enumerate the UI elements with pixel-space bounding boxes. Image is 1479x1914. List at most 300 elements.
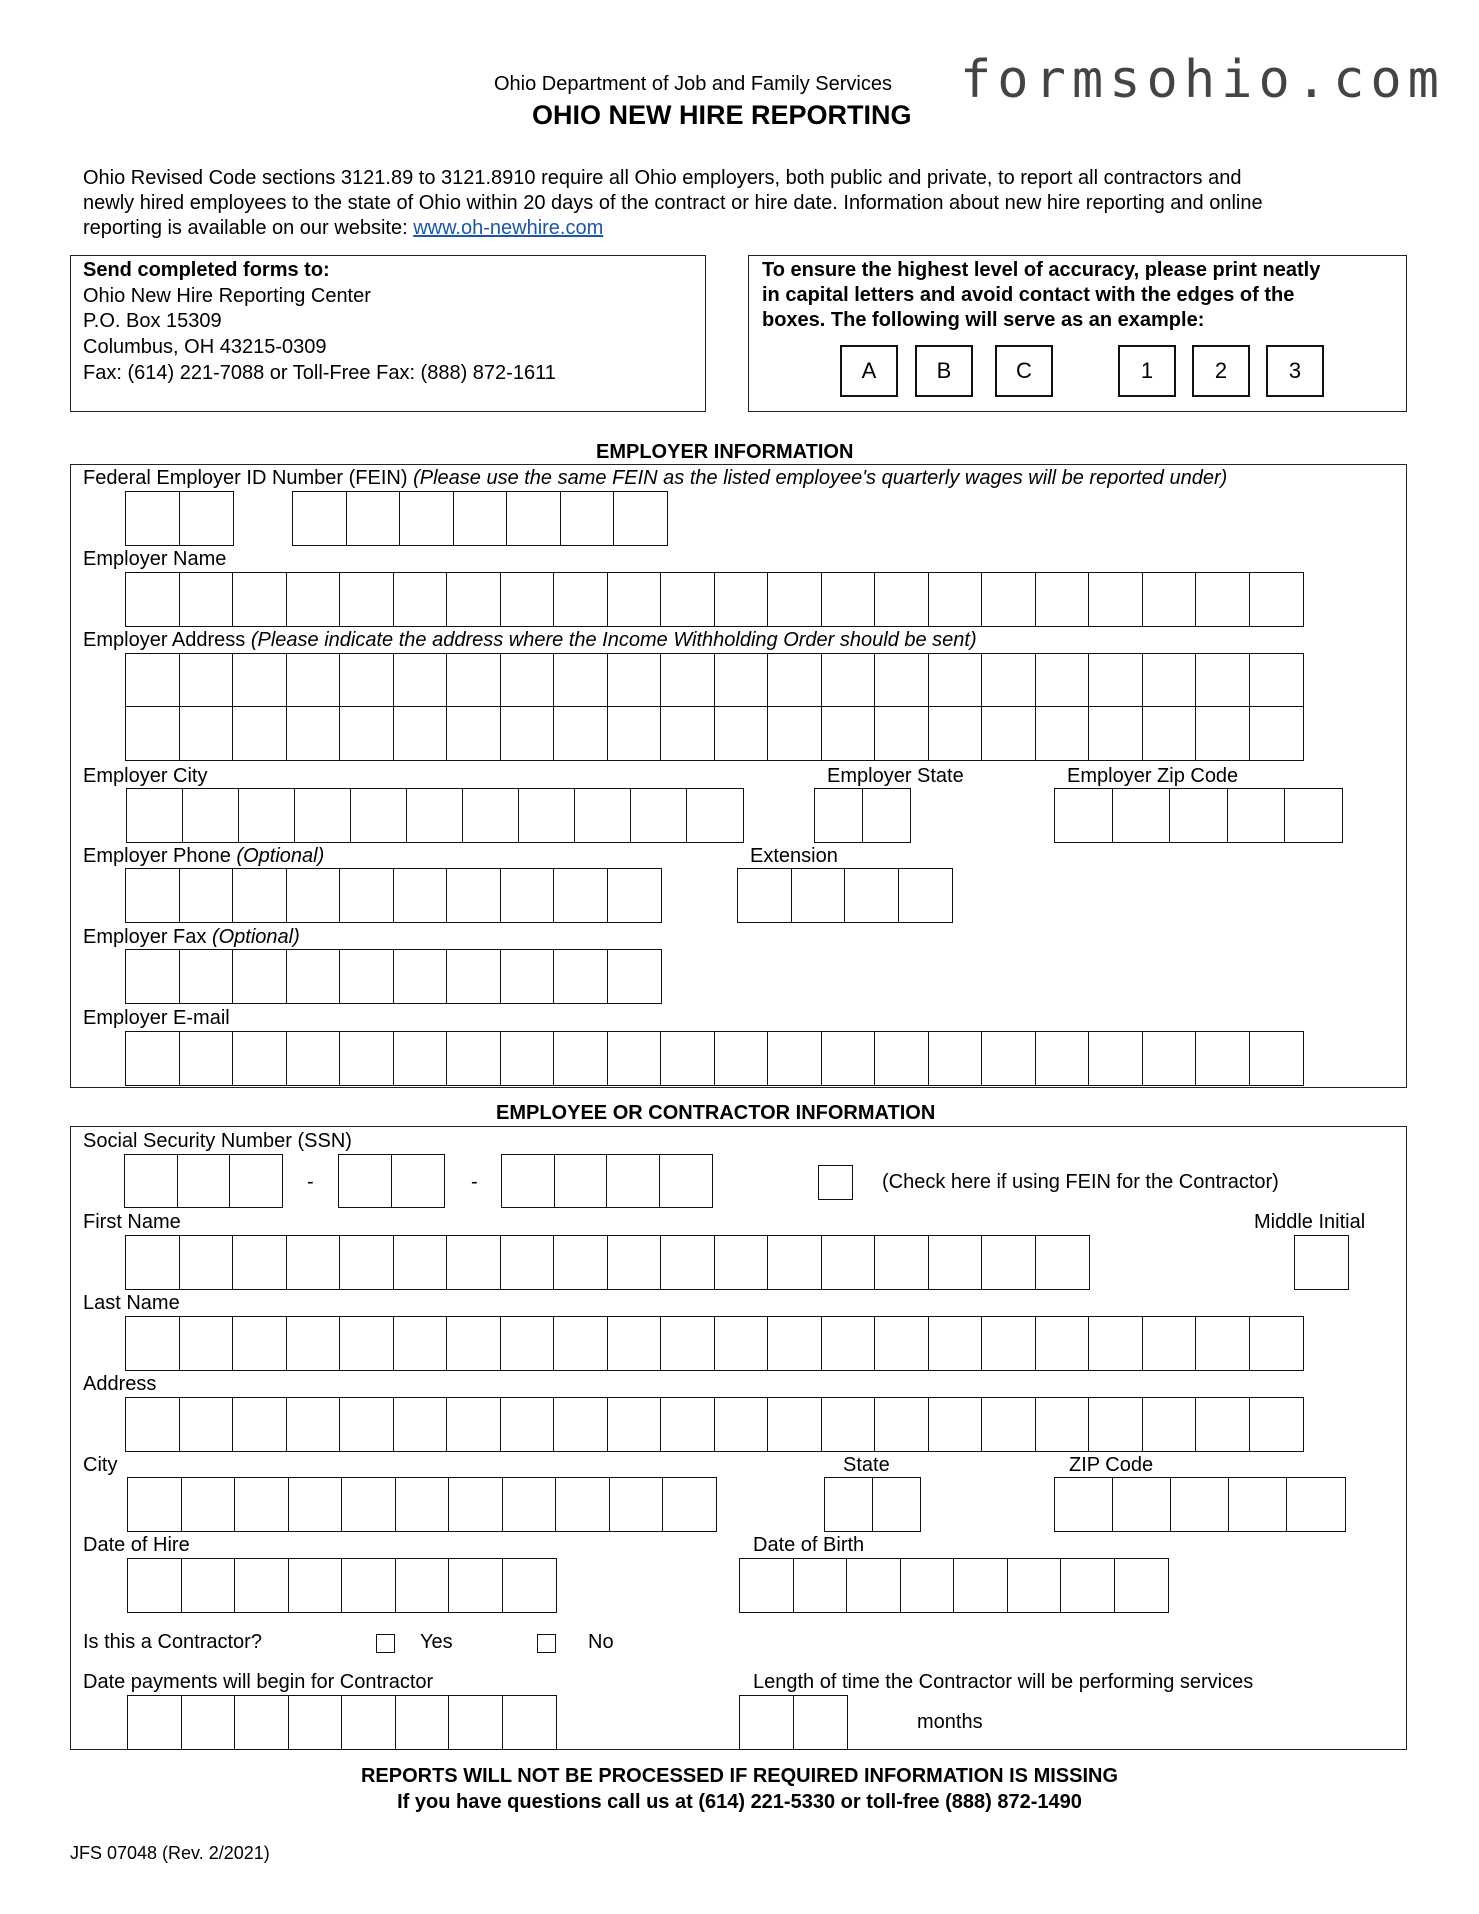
fein-number-boxes[interactable] bbox=[292, 491, 667, 546]
character-box[interactable] bbox=[739, 1558, 794, 1613]
character-box[interactable] bbox=[393, 1235, 448, 1290]
character-box[interactable] bbox=[607, 1031, 662, 1086]
character-box[interactable] bbox=[232, 706, 287, 761]
character-box[interactable] bbox=[232, 868, 287, 923]
birth-date-boxes[interactable] bbox=[739, 1558, 1167, 1613]
character-box[interactable] bbox=[1170, 1477, 1230, 1532]
character-box[interactable] bbox=[1088, 653, 1143, 708]
character-box[interactable] bbox=[662, 1477, 717, 1532]
character-box[interactable] bbox=[1142, 1031, 1197, 1086]
character-box[interactable] bbox=[448, 1695, 503, 1750]
character-box[interactable] bbox=[553, 949, 608, 1004]
character-box[interactable] bbox=[981, 1031, 1036, 1086]
character-box[interactable] bbox=[660, 1031, 715, 1086]
character-box[interactable] bbox=[874, 572, 929, 627]
character-box[interactable] bbox=[1294, 1235, 1349, 1290]
birth-date-label: Date of Birth bbox=[753, 1534, 865, 1556]
character-box[interactable] bbox=[232, 653, 287, 708]
character-box[interactable] bbox=[350, 788, 408, 843]
character-box[interactable] bbox=[1249, 572, 1304, 627]
character-box[interactable] bbox=[126, 788, 184, 843]
character-box[interactable] bbox=[981, 1316, 1036, 1371]
character-box[interactable] bbox=[560, 491, 615, 546]
contractor-yes-label: Yes bbox=[420, 1631, 453, 1653]
character-box[interactable] bbox=[500, 868, 555, 923]
character-box[interactable] bbox=[844, 868, 899, 923]
character-box[interactable] bbox=[714, 572, 769, 627]
character-box[interactable] bbox=[1195, 572, 1250, 627]
character-box[interactable] bbox=[179, 1235, 234, 1290]
character-box[interactable] bbox=[928, 706, 983, 761]
character-box[interactable] bbox=[821, 572, 876, 627]
character-box[interactable] bbox=[288, 1695, 343, 1750]
character-box[interactable] bbox=[1142, 572, 1197, 627]
character-box[interactable] bbox=[928, 572, 983, 627]
character-box[interactable] bbox=[737, 868, 792, 923]
ssn-area-boxes[interactable] bbox=[124, 1154, 282, 1208]
character-box[interactable] bbox=[286, 572, 341, 627]
character-box[interactable] bbox=[341, 1477, 396, 1532]
character-box[interactable] bbox=[339, 706, 394, 761]
employer-city-boxes[interactable] bbox=[126, 788, 742, 843]
character-box[interactable] bbox=[714, 1316, 769, 1371]
character-box[interactable] bbox=[1284, 788, 1343, 843]
character-box[interactable] bbox=[660, 706, 715, 761]
character-box[interactable] bbox=[872, 1477, 921, 1532]
character-box[interactable] bbox=[286, 1235, 341, 1290]
contractor-no-checkbox[interactable] bbox=[537, 1634, 556, 1653]
character-box[interactable] bbox=[1088, 1031, 1143, 1086]
character-box[interactable] bbox=[500, 1235, 555, 1290]
city-boxes[interactable] bbox=[127, 1477, 716, 1532]
character-box[interactable] bbox=[286, 1031, 341, 1086]
contractor-yes-checkbox[interactable] bbox=[376, 1634, 395, 1653]
character-box[interactable] bbox=[501, 1154, 555, 1208]
character-box[interactable] bbox=[553, 653, 608, 708]
character-box[interactable] bbox=[446, 572, 501, 627]
last-name-boxes[interactable] bbox=[125, 1316, 1302, 1371]
character-box[interactable] bbox=[791, 868, 846, 923]
character-box[interactable] bbox=[1142, 653, 1197, 708]
character-box[interactable] bbox=[127, 1558, 182, 1613]
character-box[interactable] bbox=[1035, 572, 1090, 627]
character-box[interactable] bbox=[1195, 1316, 1250, 1371]
character-box[interactable] bbox=[393, 949, 448, 1004]
character-box[interactable] bbox=[500, 653, 555, 708]
character-box[interactable] bbox=[898, 868, 953, 923]
employer-phone-boxes[interactable] bbox=[125, 868, 660, 923]
character-box[interactable] bbox=[502, 1695, 557, 1750]
character-box[interactable] bbox=[448, 1477, 503, 1532]
character-box[interactable] bbox=[821, 1397, 876, 1452]
character-box[interactable] bbox=[179, 1316, 234, 1371]
character-box[interactable] bbox=[1035, 1031, 1090, 1086]
contractor-question: Is this a Contractor? bbox=[83, 1631, 262, 1653]
character-box[interactable] bbox=[339, 1235, 394, 1290]
character-box[interactable] bbox=[393, 1316, 448, 1371]
character-box[interactable] bbox=[125, 1397, 180, 1452]
character-box[interactable] bbox=[182, 788, 240, 843]
character-box[interactable] bbox=[286, 868, 341, 923]
character-box[interactable] bbox=[462, 788, 520, 843]
character-box[interactable] bbox=[607, 949, 662, 1004]
character-box[interactable] bbox=[874, 706, 929, 761]
character-box[interactable] bbox=[660, 1235, 715, 1290]
character-box[interactable] bbox=[500, 572, 555, 627]
character-box[interactable] bbox=[288, 1477, 343, 1532]
character-box[interactable] bbox=[607, 1235, 662, 1290]
character-box[interactable] bbox=[574, 788, 632, 843]
newhire-website-link[interactable]: www.oh-newhire.com bbox=[413, 217, 604, 239]
character-box[interactable] bbox=[874, 1397, 929, 1452]
character-box[interactable] bbox=[928, 1316, 983, 1371]
character-box[interactable] bbox=[928, 1031, 983, 1086]
character-box[interactable] bbox=[393, 706, 448, 761]
character-box[interactable] bbox=[395, 1558, 450, 1613]
character-box[interactable] bbox=[553, 868, 608, 923]
character-box[interactable] bbox=[232, 1031, 287, 1086]
character-box[interactable] bbox=[1195, 653, 1250, 708]
character-box[interactable] bbox=[1249, 1397, 1304, 1452]
employer-email-boxes[interactable] bbox=[125, 1031, 1302, 1086]
character-box[interactable] bbox=[607, 1397, 662, 1452]
character-box[interactable] bbox=[229, 1154, 283, 1208]
character-box[interactable] bbox=[294, 788, 352, 843]
character-box[interactable] bbox=[846, 1558, 901, 1613]
character-box[interactable] bbox=[339, 653, 394, 708]
character-box[interactable] bbox=[767, 1235, 822, 1290]
character-box[interactable] bbox=[874, 1316, 929, 1371]
character-box[interactable] bbox=[1114, 1558, 1169, 1613]
character-box[interactable] bbox=[553, 1397, 608, 1452]
character-box[interactable] bbox=[554, 1154, 608, 1208]
character-box[interactable] bbox=[659, 1154, 713, 1208]
character-box[interactable] bbox=[341, 1558, 396, 1613]
character-box[interactable] bbox=[1228, 1477, 1288, 1532]
character-box[interactable] bbox=[1249, 706, 1304, 761]
character-box[interactable] bbox=[181, 1558, 236, 1613]
character-box[interactable] bbox=[286, 949, 341, 1004]
character-box[interactable] bbox=[125, 491, 180, 546]
character-box[interactable] bbox=[714, 1397, 769, 1452]
character-box[interactable] bbox=[125, 572, 180, 627]
character-box[interactable] bbox=[1112, 788, 1171, 843]
employer-fax-note: (Optional) bbox=[211, 926, 300, 948]
fein-label-text: Federal Employer ID Number (FEIN) bbox=[83, 467, 414, 489]
character-box[interactable] bbox=[767, 1397, 822, 1452]
character-box[interactable] bbox=[1060, 1558, 1115, 1613]
zip-boxes[interactable] bbox=[1054, 1477, 1344, 1532]
character-box[interactable] bbox=[981, 572, 1036, 627]
character-box[interactable] bbox=[234, 1558, 289, 1613]
character-box[interactable] bbox=[862, 788, 911, 843]
character-box[interactable] bbox=[125, 868, 180, 923]
character-box[interactable] bbox=[339, 868, 394, 923]
character-box[interactable] bbox=[1195, 706, 1250, 761]
character-box[interactable] bbox=[232, 1235, 287, 1290]
character-box[interactable] bbox=[1249, 1031, 1304, 1086]
character-box[interactable] bbox=[500, 1031, 555, 1086]
character-box[interactable] bbox=[1195, 1031, 1250, 1086]
character-box[interactable] bbox=[630, 788, 688, 843]
character-box[interactable] bbox=[446, 1316, 501, 1371]
character-box[interactable] bbox=[288, 1558, 343, 1613]
ssn-serial-boxes[interactable] bbox=[501, 1154, 711, 1208]
character-box[interactable] bbox=[1088, 1397, 1143, 1452]
character-box[interactable] bbox=[125, 949, 180, 1004]
character-box[interactable] bbox=[553, 1316, 608, 1371]
employer-address-line-1-boxes[interactable] bbox=[125, 653, 1302, 708]
character-box[interactable] bbox=[502, 1477, 557, 1532]
character-box[interactable] bbox=[821, 1031, 876, 1086]
character-box[interactable] bbox=[1286, 1477, 1346, 1532]
character-box[interactable] bbox=[232, 1397, 287, 1452]
character-box[interactable] bbox=[1035, 706, 1090, 761]
employer-address-label-text: Employer Address bbox=[83, 629, 251, 651]
character-box[interactable] bbox=[1142, 1397, 1197, 1452]
character-box[interactable] bbox=[607, 1316, 662, 1371]
character-box[interactable] bbox=[1054, 788, 1113, 843]
character-box[interactable] bbox=[446, 653, 501, 708]
character-box[interactable] bbox=[395, 1695, 450, 1750]
character-box[interactable] bbox=[518, 788, 576, 843]
character-box[interactable] bbox=[286, 706, 341, 761]
character-box[interactable] bbox=[821, 1316, 876, 1371]
character-box[interactable] bbox=[181, 1477, 236, 1532]
character-box[interactable] bbox=[1169, 788, 1228, 843]
character-box[interactable] bbox=[874, 1235, 929, 1290]
employer-phone-note: (Optional) bbox=[236, 845, 325, 867]
character-box[interactable] bbox=[767, 653, 822, 708]
character-box[interactable] bbox=[1035, 653, 1090, 708]
character-box[interactable] bbox=[900, 1558, 955, 1613]
character-box[interactable] bbox=[607, 653, 662, 708]
character-box[interactable] bbox=[125, 1316, 180, 1371]
character-box[interactable] bbox=[393, 1031, 448, 1086]
character-box[interactable] bbox=[446, 1031, 501, 1086]
character-box[interactable] bbox=[179, 1397, 234, 1452]
character-box[interactable] bbox=[391, 1154, 445, 1208]
character-box[interactable] bbox=[1142, 706, 1197, 761]
character-box[interactable] bbox=[793, 1558, 848, 1613]
character-box[interactable] bbox=[1227, 788, 1286, 843]
character-box[interactable] bbox=[177, 1154, 231, 1208]
character-box[interactable] bbox=[179, 1031, 234, 1086]
character-box[interactable] bbox=[500, 949, 555, 1004]
character-box[interactable] bbox=[767, 706, 822, 761]
character-box[interactable] bbox=[448, 1558, 503, 1613]
character-box[interactable] bbox=[714, 1031, 769, 1086]
character-box[interactable] bbox=[393, 868, 448, 923]
character-box[interactable] bbox=[453, 491, 508, 546]
character-box[interactable] bbox=[928, 1397, 983, 1452]
employer-zip-label: Employer Zip Code bbox=[1067, 765, 1239, 787]
ssn-dash-2: - bbox=[471, 1171, 478, 1193]
character-box[interactable] bbox=[502, 1558, 557, 1613]
character-box[interactable] bbox=[292, 491, 347, 546]
character-box[interactable] bbox=[1088, 572, 1143, 627]
character-box[interactable] bbox=[338, 1154, 392, 1208]
character-box[interactable] bbox=[234, 1477, 289, 1532]
character-box[interactable] bbox=[500, 706, 555, 761]
character-box[interactable] bbox=[346, 491, 401, 546]
character-box[interactable] bbox=[286, 1316, 341, 1371]
character-box[interactable] bbox=[1035, 1316, 1090, 1371]
character-box[interactable] bbox=[127, 1695, 182, 1750]
character-box[interactable] bbox=[553, 706, 608, 761]
character-box[interactable] bbox=[286, 1397, 341, 1452]
character-box[interactable] bbox=[238, 788, 296, 843]
character-box[interactable] bbox=[981, 1397, 1036, 1452]
character-box[interactable] bbox=[286, 653, 341, 708]
character-box[interactable] bbox=[339, 1031, 394, 1086]
character-box[interactable] bbox=[406, 788, 464, 843]
character-box[interactable] bbox=[660, 572, 715, 627]
character-box[interactable] bbox=[181, 1695, 236, 1750]
character-box[interactable] bbox=[179, 868, 234, 923]
contract-length-label: Length of time the Contractor will be performing services bbox=[753, 1671, 1254, 1693]
character-box[interactable] bbox=[1035, 1235, 1090, 1290]
character-box[interactable] bbox=[739, 1695, 794, 1750]
fein-note: (Please use the same FEIN as the listed employee's quarterly wages will be reported under) bbox=[413, 467, 1228, 489]
character-box[interactable] bbox=[981, 706, 1036, 761]
character-box[interactable] bbox=[395, 1477, 450, 1532]
character-box[interactable] bbox=[553, 1235, 608, 1290]
character-box[interactable] bbox=[399, 491, 454, 546]
character-box[interactable] bbox=[714, 653, 769, 708]
character-box[interactable] bbox=[874, 653, 929, 708]
character-box[interactable] bbox=[767, 572, 822, 627]
character-box[interactable] bbox=[824, 1477, 873, 1532]
middle-initial-box[interactable] bbox=[1294, 1235, 1348, 1290]
ssn-group-boxes[interactable] bbox=[338, 1154, 443, 1208]
employer-address-line-2-boxes[interactable] bbox=[125, 706, 1302, 761]
accuracy-line-2: in capital letters and avoid contact with the edges of the bbox=[762, 284, 1295, 306]
hire-date-boxes[interactable] bbox=[127, 1558, 555, 1613]
character-box[interactable] bbox=[767, 1316, 822, 1371]
extension-boxes[interactable] bbox=[737, 868, 951, 923]
character-box[interactable] bbox=[125, 1235, 180, 1290]
character-box[interactable] bbox=[446, 949, 501, 1004]
state-boxes[interactable] bbox=[824, 1477, 919, 1532]
character-box[interactable] bbox=[821, 706, 876, 761]
character-box[interactable] bbox=[127, 1477, 182, 1532]
first-name-boxes[interactable] bbox=[125, 1235, 1088, 1290]
character-box[interactable] bbox=[1142, 1316, 1197, 1371]
character-box[interactable] bbox=[953, 1558, 1008, 1613]
character-box[interactable] bbox=[660, 1316, 715, 1371]
employer-name-boxes[interactable] bbox=[125, 572, 1302, 627]
character-box[interactable] bbox=[553, 1031, 608, 1086]
character-box[interactable] bbox=[1112, 1477, 1172, 1532]
character-box[interactable] bbox=[179, 949, 234, 1004]
character-box[interactable] bbox=[928, 1235, 983, 1290]
character-box[interactable] bbox=[714, 706, 769, 761]
address-boxes[interactable] bbox=[125, 1397, 1302, 1452]
character-box[interactable] bbox=[1088, 1316, 1143, 1371]
character-box[interactable] bbox=[607, 868, 662, 923]
character-box[interactable] bbox=[1249, 1316, 1304, 1371]
character-box[interactable] bbox=[446, 1235, 501, 1290]
character-box[interactable] bbox=[232, 572, 287, 627]
character-box[interactable] bbox=[609, 1477, 664, 1532]
character-box[interactable] bbox=[555, 1477, 610, 1532]
character-box[interactable] bbox=[1035, 1397, 1090, 1452]
character-box[interactable] bbox=[613, 491, 668, 546]
character-box[interactable] bbox=[814, 788, 863, 843]
character-box[interactable] bbox=[660, 653, 715, 708]
character-box[interactable] bbox=[1088, 706, 1143, 761]
character-box[interactable] bbox=[714, 1235, 769, 1290]
character-box[interactable] bbox=[339, 949, 394, 1004]
character-box[interactable] bbox=[232, 1316, 287, 1371]
character-box[interactable] bbox=[179, 491, 234, 546]
character-box[interactable] bbox=[124, 1154, 178, 1208]
character-box[interactable] bbox=[393, 653, 448, 708]
character-box[interactable] bbox=[1054, 1477, 1114, 1532]
character-box[interactable] bbox=[1007, 1558, 1062, 1613]
character-box[interactable] bbox=[928, 653, 983, 708]
character-box[interactable] bbox=[767, 1031, 822, 1086]
contract-length-boxes[interactable] bbox=[739, 1695, 846, 1750]
payments-begin-boxes[interactable] bbox=[127, 1695, 555, 1750]
character-box[interactable] bbox=[821, 1235, 876, 1290]
character-box[interactable] bbox=[506, 491, 561, 546]
character-box[interactable] bbox=[981, 1235, 1036, 1290]
character-box[interactable] bbox=[339, 572, 394, 627]
character-box[interactable] bbox=[446, 1397, 501, 1452]
employer-state-boxes[interactable] bbox=[814, 788, 909, 843]
character-box[interactable] bbox=[793, 1695, 848, 1750]
character-box[interactable] bbox=[393, 572, 448, 627]
character-box[interactable] bbox=[341, 1695, 396, 1750]
character-box[interactable] bbox=[500, 1397, 555, 1452]
character-box[interactable] bbox=[339, 1397, 394, 1452]
character-box[interactable] bbox=[234, 1695, 289, 1750]
character-box[interactable] bbox=[393, 1397, 448, 1452]
character-box[interactable] bbox=[607, 572, 662, 627]
character-box[interactable] bbox=[125, 706, 180, 761]
character-box[interactable] bbox=[232, 949, 287, 1004]
character-box[interactable] bbox=[821, 653, 876, 708]
character-box[interactable] bbox=[553, 572, 608, 627]
character-box[interactable] bbox=[179, 653, 234, 708]
character-box[interactable] bbox=[125, 1031, 180, 1086]
employer-city-label: Employer City bbox=[83, 765, 208, 787]
fein-contractor-checkbox[interactable] bbox=[818, 1165, 853, 1200]
character-box[interactable] bbox=[446, 706, 501, 761]
character-box[interactable] bbox=[125, 653, 180, 708]
character-box[interactable] bbox=[606, 1154, 660, 1208]
character-box[interactable] bbox=[1195, 1397, 1250, 1452]
employer-fax-boxes[interactable] bbox=[125, 949, 660, 1004]
character-box[interactable] bbox=[874, 1031, 929, 1086]
character-box[interactable] bbox=[339, 1316, 394, 1371]
character-box[interactable] bbox=[660, 1397, 715, 1452]
character-box[interactable] bbox=[179, 706, 234, 761]
send-to-line-2: P.O. Box 15309 bbox=[83, 310, 222, 332]
character-box[interactable] bbox=[607, 706, 662, 761]
character-box[interactable] bbox=[500, 1316, 555, 1371]
character-box[interactable] bbox=[446, 868, 501, 923]
character-box[interactable] bbox=[981, 653, 1036, 708]
character-box[interactable] bbox=[686, 788, 744, 843]
character-box[interactable] bbox=[1249, 653, 1304, 708]
fein-prefix-boxes[interactable] bbox=[125, 491, 232, 546]
state-label: State bbox=[843, 1454, 890, 1476]
employer-zip-boxes[interactable] bbox=[1054, 788, 1342, 843]
character-box[interactable] bbox=[179, 572, 234, 627]
